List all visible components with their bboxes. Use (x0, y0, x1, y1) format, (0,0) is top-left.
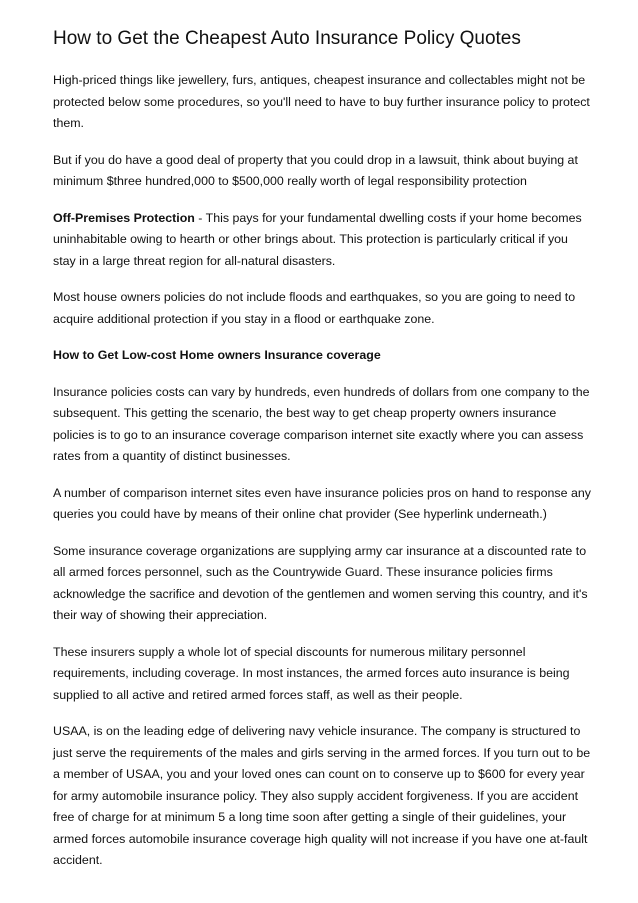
paragraph-floods: Most house owners policies do not include floods and earthquakes, so you are going to need to acquire additional protection if you stay in a flood or earthquake zone. (53, 290, 576, 326)
paragraph-special-discounts: These insurers supply a whole lot of special discounts for numerous military personnel requirements, including coverage. In most instances, the armed forces auto insurance is being supplied to all active and retired armed forces staff, as well as their people. (53, 644, 570, 702)
paragraph-military-discount: Some insurance coverage organizations are supplying army car insurance at a discounted rate to all armed forces personnel, such as the Countrywide Guard. These insurance policies firms acknowledge the sacrifice and devotion of the gentlemen and women serving this country, and it's their way of showing their appreciation. (53, 543, 588, 622)
paragraph-chat: A number of comparison internet sites even have insurance policies pros on hand to response any queries you could have by means of their online chat provider (See hyperlink underneath.) (53, 485, 591, 521)
off-premises-text: - This pays for your fundamental dwelling costs if your home becomes uninhabitable owing to hearth or other brings about. This protection is particularly critical if you stay in a large threat region for all-natural disasters. (53, 210, 582, 268)
paragraph-comparison: Insurance policies costs can vary by hundreds, even hundreds of dollars from one company to the subsequent. This getting the scenario, the best way to get cheap property owners insurance policies is to go to an insurance coverage comparison internet site exactly where you can assess rates from a quantity of distinct businesses. (53, 384, 590, 463)
page-title: How to Get the Cheapest Auto Insurance Policy Quotes (53, 28, 521, 49)
section-heading: How to Get Low-cost Home owners Insurance coverage (53, 348, 381, 362)
paragraph-valuables: High-priced things like jewellery, furs, antiques, cheapest insurance and collectables might not be protected below some procedures, so you'll need to have to buy further insurance policy to protect them. (53, 73, 590, 130)
document-page (53, 26, 593, 886)
paragraph-off-premises (53, 208, 593, 273)
paragraph-liability: But if you do have a good deal of property that you could drop in a lawsuit, think about buying at minimum $three hundred,000 to $500,000 really worth of legal responsibility protection (53, 152, 578, 188)
off-premises-lead: Off-Premises Protection (53, 210, 195, 225)
paragraph-usaa: USAA, is on the leading edge of delivering navy vehicle insurance. The company is structured to just serve the requirements of the males and girls serving in the armed forces. If you turn out to be a member of USAA, you and your loved ones can count on to conserve up to $600 for every year for army automobile insurance policy. They also supply accident forgiveness. If you are accident free of charge for at minimum 5 a long time soon after getting a single of their guidelines, your armed forces automobile insurance coverage high quality will not increase if you have one at-fault accident. (53, 724, 591, 867)
